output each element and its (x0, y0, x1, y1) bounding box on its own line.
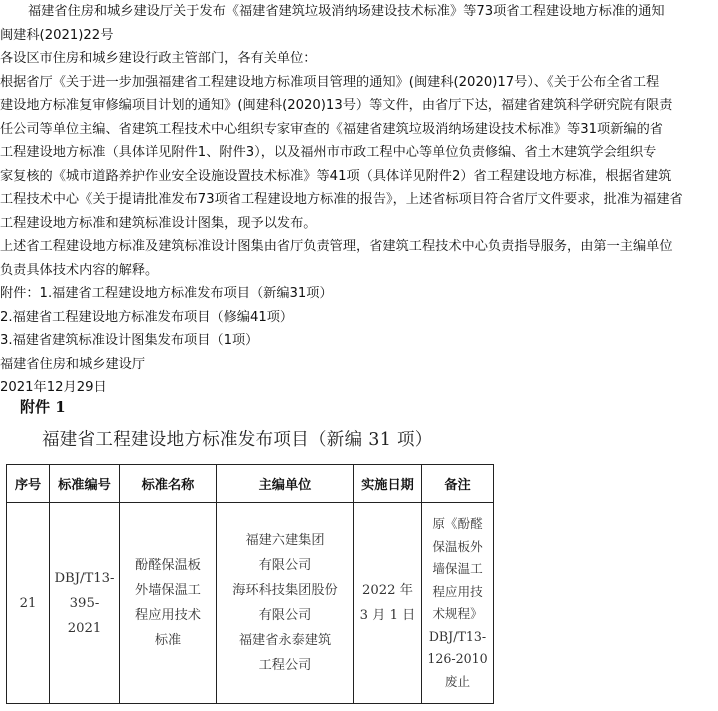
cell-note-line: 保温板外 (432, 538, 483, 554)
body-line: 工程技术中心《关于提请批准发布73项省工程建设地方标准的报告》，上述省标项目符合省厅文件要求，批准为福建省 (0, 192, 683, 207)
body-line: 任公司等单位主编、省建筑工程技术中心组织专家审查的《福建省建筑垃圾消纳场建设技术标准》等31项新编的省 (0, 121, 663, 137)
cell-date-line: 3 月 1 日 (359, 608, 416, 623)
cell-note-line: DBJ/T13- (428, 628, 487, 644)
annex-title: 福建省工程建设地方标准发布项目（新编 31 项） (42, 430, 433, 450)
cell-seq-line: 21 (19, 595, 37, 611)
attachment-list (0, 282, 718, 353)
notice-title: 福建省住房和城乡建设厅关于发布《福建省建筑垃圾消纳场建设技术标准》等73项省工程建设地方标准的通知 (28, 4, 665, 19)
cell-units-line: 海环科技集团股份 (232, 583, 338, 598)
cell-seq (7, 503, 50, 704)
management-paragraph (0, 235, 718, 282)
annex-label: 附件 1 (20, 398, 66, 416)
cell-code-line: 395-2021 (67, 595, 102, 636)
mgmt-line: 负责具体技术内容的解释。 (0, 262, 159, 278)
cell-note-line: 墙保温工 (432, 561, 483, 576)
body-line: 建设地方标准复审修编项目计划的通知》(闽建科(2020)13号）等文件，由省厅下达，福建省建筑科学研究院有限责 (0, 98, 673, 113)
header-code: 标准编号 (50, 465, 120, 503)
issue-date: 2021年12月29日 (0, 380, 107, 395)
header-units: 主编单位 (217, 465, 354, 503)
cell-date-line: 2022 年 (362, 583, 413, 598)
cell-note-line: 126-2010 (427, 651, 488, 666)
header-name: 标准名称 (120, 465, 217, 503)
attachment-item: 2.福建省工程建设地方标准发布项目（修编41项） (0, 309, 294, 325)
cell-name-line: 酚醛保温板 (135, 558, 201, 573)
cell-units (217, 503, 354, 704)
cell-code (50, 503, 120, 704)
salutation: 各设区市住房和城乡建设行政主管部门，各有关单位： (0, 51, 317, 66)
doc-number: 闽建科(2021)22号 (0, 27, 114, 43)
body-line: 家复核的《城市道路养护作业安全设施设置技术标准》等41项（具体详见附件2）省工程建设地方标准，根据省建筑 (0, 168, 672, 184)
cell-note-line: 原《酚醛 (432, 516, 483, 531)
cell-name-line: 程应用技术 (135, 608, 201, 623)
body-line: 工程建设地方标准（具体详见附件1、附件3），以及福州市市政工程中心等单位负责修编、省土木建筑学会组织专 (0, 145, 657, 160)
cell-date (354, 503, 422, 704)
standards-table (6, 464, 494, 704)
cell-units-line: 工程公司 (258, 658, 312, 673)
header-note: 备注 (422, 465, 494, 503)
table-row (7, 503, 494, 704)
header-date: 实施日期 (354, 465, 422, 503)
cell-note-line: 程应用技 (432, 583, 483, 599)
body-line: 工程建设地方标准和建筑标准设计图集，现予以发布。 (0, 215, 317, 231)
cell-name-line: 外墙保温工 (135, 583, 201, 598)
table-header-row (7, 465, 494, 503)
issuer: 福建省住房和城乡建设厅 (0, 356, 146, 372)
mgmt-line: 上述省工程建设地方标准及建筑标准设计图集由省厅负责管理，省建筑工程技术中心负责指导服务，由第一主编单位 (0, 239, 673, 254)
cell-units-line: 有限公司 (258, 558, 312, 573)
attachment-item: 3.福建省建筑标准设计图集发布项目（1项） (0, 333, 259, 348)
body-line: 根据省厅《关于进一步加强福建省工程建设地方标准项目管理的通知》(闽建科(2020)17号）、《关于公布全省工程 (0, 74, 660, 90)
cell-name (120, 503, 217, 704)
body-paragraph (0, 71, 718, 236)
header-seq: 序号 (7, 465, 50, 503)
attachment-item: 附件：1.福建省工程建设地方标准发布项目（新编31项） (0, 286, 333, 301)
cell-name-line: 标准 (154, 633, 182, 648)
cell-note-line: 废止 (444, 673, 471, 689)
cell-units-line: 福建省永泰建筑 (238, 633, 332, 648)
cell-note (422, 503, 494, 704)
cell-note-line: 术规程》 (432, 606, 483, 621)
cell-units-line: 有限公司 (258, 608, 312, 623)
cell-code-line: DBJ/T13- (54, 570, 115, 586)
cell-units-line: 福建六建集团 (245, 533, 325, 548)
